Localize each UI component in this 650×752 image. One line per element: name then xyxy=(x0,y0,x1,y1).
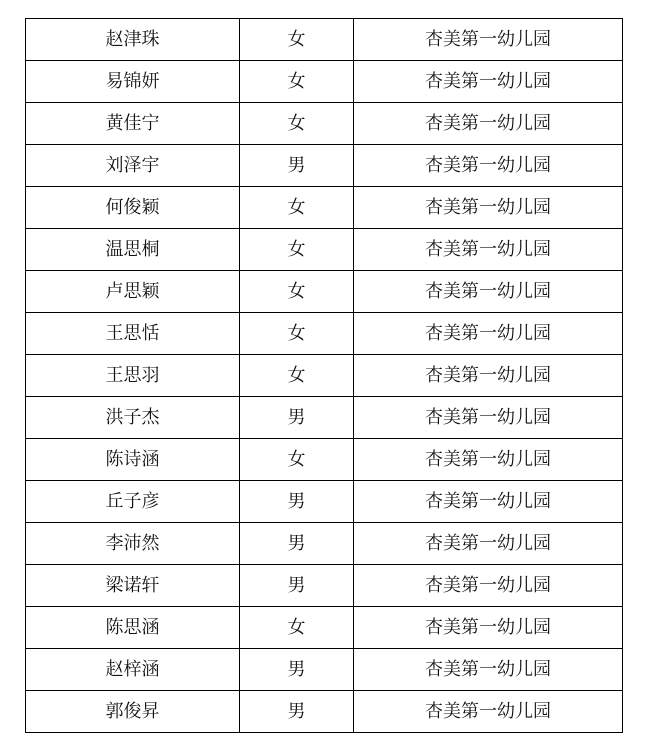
student-gender-cell: 女 xyxy=(240,313,354,355)
student-school-cell: 杏美第一幼儿园 xyxy=(354,61,623,103)
table-row xyxy=(26,481,623,523)
table-row xyxy=(26,313,623,355)
student-school-cell: 杏美第一幼儿园 xyxy=(354,565,623,607)
student-gender-cell: 女 xyxy=(240,439,354,481)
student-name-cell: 赵津珠 xyxy=(26,19,240,61)
student-gender-cell: 女 xyxy=(240,355,354,397)
student-gender-cell: 男 xyxy=(240,481,354,523)
table-row xyxy=(26,355,623,397)
table-row xyxy=(26,649,623,691)
table-row xyxy=(26,523,623,565)
table-row xyxy=(26,61,623,103)
student-name-cell: 易锦妍 xyxy=(26,61,240,103)
table-row xyxy=(26,19,623,61)
student-school-cell: 杏美第一幼儿园 xyxy=(354,607,623,649)
table-row xyxy=(26,397,623,439)
student-gender-cell: 男 xyxy=(240,523,354,565)
student-name-cell: 李沛然 xyxy=(26,523,240,565)
student-school-cell: 杏美第一幼儿园 xyxy=(354,397,623,439)
student-gender-cell: 男 xyxy=(240,145,354,187)
student-school-cell: 杏美第一幼儿园 xyxy=(354,439,623,481)
table-row xyxy=(26,229,623,271)
student-name-cell: 梁诺轩 xyxy=(26,565,240,607)
student-school-cell: 杏美第一幼儿园 xyxy=(354,271,623,313)
table-row xyxy=(26,565,623,607)
student-school-cell: 杏美第一幼儿园 xyxy=(354,523,623,565)
student-school-cell: 杏美第一幼儿园 xyxy=(354,355,623,397)
roster-body xyxy=(26,19,623,733)
student-gender-cell: 女 xyxy=(240,271,354,313)
student-name-cell: 陈思涵 xyxy=(26,607,240,649)
student-gender-cell: 男 xyxy=(240,691,354,733)
student-gender-cell: 女 xyxy=(240,61,354,103)
student-gender-cell: 女 xyxy=(240,103,354,145)
student-gender-cell: 女 xyxy=(240,229,354,271)
student-name-cell: 丘子彦 xyxy=(26,481,240,523)
student-name-cell: 黄佳宁 xyxy=(26,103,240,145)
student-name-cell: 卢思颖 xyxy=(26,271,240,313)
student-school-cell: 杏美第一幼儿园 xyxy=(354,19,623,61)
student-gender-cell: 男 xyxy=(240,397,354,439)
student-name-cell: 何俊颖 xyxy=(26,187,240,229)
student-name-cell: 王思恬 xyxy=(26,313,240,355)
student-gender-cell: 男 xyxy=(240,565,354,607)
student-school-cell: 杏美第一幼儿园 xyxy=(354,313,623,355)
table-row xyxy=(26,187,623,229)
student-school-cell: 杏美第一幼儿园 xyxy=(354,145,623,187)
roster-table xyxy=(25,18,623,733)
table-row xyxy=(26,271,623,313)
student-name-cell: 温思桐 xyxy=(26,229,240,271)
student-name-cell: 郭俊昇 xyxy=(26,691,240,733)
student-school-cell: 杏美第一幼儿园 xyxy=(354,187,623,229)
table-row xyxy=(26,607,623,649)
student-school-cell: 杏美第一幼儿园 xyxy=(354,103,623,145)
student-name-cell: 洪子杰 xyxy=(26,397,240,439)
student-gender-cell: 女 xyxy=(240,187,354,229)
student-school-cell: 杏美第一幼儿园 xyxy=(354,691,623,733)
student-gender-cell: 女 xyxy=(240,607,354,649)
student-gender-cell: 女 xyxy=(240,19,354,61)
student-name-cell: 王思羽 xyxy=(26,355,240,397)
student-name-cell: 陈诗涵 xyxy=(26,439,240,481)
student-school-cell: 杏美第一幼儿园 xyxy=(354,229,623,271)
table-row xyxy=(26,103,623,145)
table-row xyxy=(26,439,623,481)
table-row xyxy=(26,691,623,733)
student-gender-cell: 男 xyxy=(240,649,354,691)
table-row xyxy=(26,145,623,187)
student-name-cell: 赵梓涵 xyxy=(26,649,240,691)
student-name-cell: 刘泽宇 xyxy=(26,145,240,187)
student-school-cell: 杏美第一幼儿园 xyxy=(354,649,623,691)
student-school-cell: 杏美第一幼儿园 xyxy=(354,481,623,523)
